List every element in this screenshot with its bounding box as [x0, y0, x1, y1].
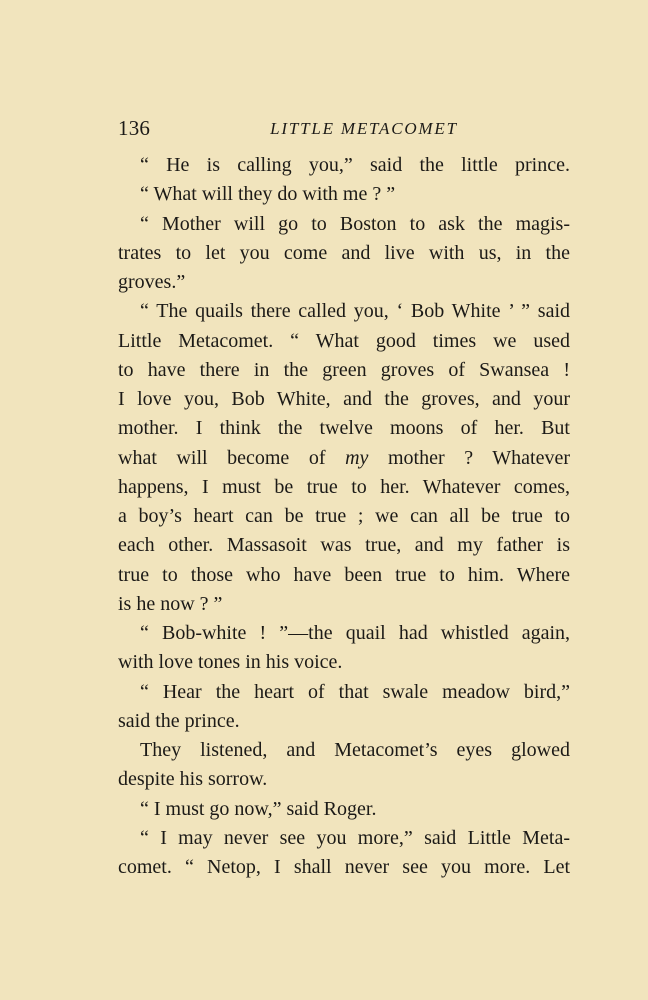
- text-line: groves.”: [118, 271, 186, 293]
- text-line: is he now ? ”: [118, 592, 223, 615]
- text-line: said the prince.: [118, 709, 240, 732]
- text-line: trates to let you come and live with us, in the: [118, 241, 570, 264]
- text-line: mother. I think the twelve moons of her. But: [118, 417, 570, 440]
- text-line: “ What will they do with me ? ”: [140, 183, 396, 206]
- text-line: “ I may never see you more,” said Little Meta-: [140, 826, 570, 849]
- page-header: [118, 114, 574, 142]
- italic-emphasis: my: [345, 446, 369, 469]
- page-number: 136: [118, 116, 151, 140]
- text-line: each other. Massasoit was true, and my father is: [118, 534, 570, 557]
- text-line: They listened, and Metacomet’s eyes glowed: [140, 739, 570, 761]
- running-head: LITTLE METACOMET: [270, 119, 458, 138]
- text-line: “ I must go now,” said Roger.: [140, 797, 377, 820]
- text-fragment: what will become of: [118, 446, 346, 469]
- text-line: “ Hear the heart of that swale meadow bird,”: [140, 680, 570, 703]
- text-line: “ The quails there called you, ‘ Bob White ’ ” said: [140, 300, 570, 323]
- text-fragment: mother ? Whatever: [368, 446, 570, 469]
- text-line: a boy’s heart can be true ; we can all be true to: [118, 505, 570, 527]
- text-line: to have there in the green groves of Swansea !: [118, 358, 570, 381]
- text-line: Little Metacomet. “ What good times we used: [118, 329, 570, 352]
- text-line-with-italic: [118, 444, 570, 473]
- text-line: with love tones in his voice.: [118, 651, 343, 674]
- text-line: happens, I must be true to her. Whatever comes,: [118, 475, 570, 498]
- text-line: despite his sorrow.: [118, 768, 268, 791]
- text-line: “ Mother will go to Boston to ask the magis-: [140, 212, 570, 235]
- text-line: I love you, Bob White, and the groves, and your: [118, 388, 570, 410]
- text-line: comet. “ Netop, I shall never see you more. Let: [118, 856, 570, 878]
- text-line: “ Bob-white ! ”—the quail had whistled again,: [140, 622, 570, 644]
- text-line: true to those who have been true to him. Where: [118, 563, 570, 586]
- text-line: “ He is calling you,” said the little prince.: [140, 154, 570, 176]
- body-text: [118, 151, 570, 882]
